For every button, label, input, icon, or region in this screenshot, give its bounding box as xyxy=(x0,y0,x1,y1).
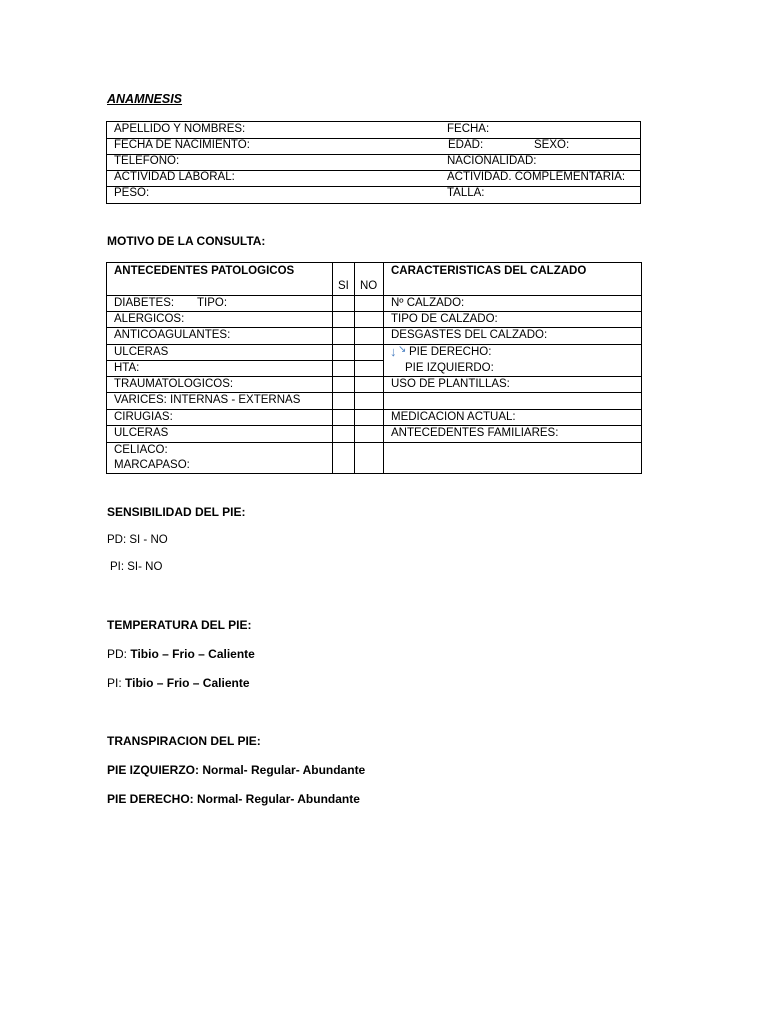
page-title: ANAMNESIS xyxy=(107,92,183,106)
patient-info-table xyxy=(106,121,641,204)
no-header: NO xyxy=(360,280,378,292)
row-line xyxy=(107,327,641,328)
temperature-pd-label: PD: xyxy=(107,647,128,661)
weight-label: PESO: xyxy=(114,187,150,199)
diabetes-type-label: TIPO: xyxy=(197,297,228,309)
patient-row-phone xyxy=(107,154,640,171)
insoles-label: USO DE PLANTILLAS: xyxy=(391,378,510,390)
row-line xyxy=(107,409,641,410)
diabetes-label: DIABETES: xyxy=(114,297,175,309)
birthdate-label: FECHA DE NACIMIENTO: xyxy=(114,139,250,151)
arrow-down-icon: ↓ xyxy=(390,344,397,359)
traumatology-label: TRAUMATOLOGICOS: xyxy=(114,378,234,390)
medication-label: MEDICACION ACTUAL: xyxy=(391,411,516,423)
work-activity-label: ACTIVIDAD LABORAL: xyxy=(114,171,235,183)
complementary-activity-label: ACTIVIDAD. COMPLEMENTARIA: xyxy=(447,171,626,183)
sensitivity-heading: SENSIBILIDAD DEL PIE: xyxy=(107,505,246,519)
ulcers-label-2: ULCERAS xyxy=(114,427,169,439)
patient-row-weight xyxy=(107,186,640,202)
nationality-label: NACIONALIDAD: xyxy=(447,155,537,167)
anticoagulants-label: ANTICOAGULANTES: xyxy=(114,329,231,341)
temperature-pi xyxy=(107,676,250,690)
antecedentes-table xyxy=(106,262,642,474)
shoe-type-label: TIPO DE CALZADO: xyxy=(391,313,498,325)
patient-row-birth xyxy=(107,138,640,155)
varices-label: VARICES: INTERNAS - EXTERNAS xyxy=(114,394,301,406)
temperature-pd-options: Tibio – Frio – Caliente xyxy=(130,647,255,661)
temperature-pi-options: Tibio – Frio – Caliente xyxy=(125,676,250,690)
ulcers-label: ULCERAS xyxy=(114,346,169,358)
row-line xyxy=(107,392,641,393)
perspiration-right-foot: PIE DERECHO: Normal- Regular- Abundante xyxy=(107,792,360,806)
temperature-pi-label: PI: xyxy=(107,676,122,690)
perspiration-left-foot: PIE IZQUIERZO: Normal- Regular- Abundante xyxy=(107,763,366,777)
name-label: APELLIDO Y NOMBRES: xyxy=(114,123,246,135)
sensitivity-pd: PD: SI - NO xyxy=(107,534,168,546)
row-line xyxy=(107,360,383,361)
row-line xyxy=(107,425,641,426)
arrow-diagonal-icon: ↘ xyxy=(398,344,407,355)
allergies-label: ALERGICOS: xyxy=(114,313,185,325)
si-header: SI xyxy=(338,280,349,292)
patient-row-name xyxy=(107,122,640,139)
motivo-consulta-heading: MOTIVO DE LA CONSULTA: xyxy=(107,234,266,248)
right-foot-label: PIE DERECHO: xyxy=(409,346,492,358)
height-label: TALLA: xyxy=(447,187,485,199)
pacemaker-label: MARCAPASO: xyxy=(114,459,190,471)
row-line xyxy=(107,344,641,345)
perspiration-heading: TRANSPIRACION DEL PIE: xyxy=(107,734,261,748)
sensitivity-pi: PI: SI- NO xyxy=(110,561,163,573)
shoe-wear-label: DESGASTES DEL CALZADO: xyxy=(391,329,548,341)
sex-label: SEXO: xyxy=(534,139,570,151)
phone-label: TELEFONO: xyxy=(114,155,180,167)
temperature-pd xyxy=(107,647,255,661)
antecedentes-header: ANTECEDENTES PATOLOGICOS xyxy=(114,265,295,277)
surgeries-label: CIRUGIAS: xyxy=(114,411,173,423)
temperature-heading: TEMPERATURA DEL PIE: xyxy=(107,618,252,632)
row-line xyxy=(107,311,641,312)
celiac-label: CELIACO: xyxy=(114,444,168,456)
hta-label: HTA: xyxy=(114,362,140,374)
row-line xyxy=(107,295,641,296)
left-foot-label: PIE IZQUIERDO: xyxy=(405,362,494,374)
patient-row-work xyxy=(107,170,640,187)
family-history-label: ANTECEDENTES FAMILIARES: xyxy=(391,427,559,439)
row-line xyxy=(107,376,641,377)
age-label: EDAD: xyxy=(448,139,484,151)
row-line xyxy=(107,442,641,443)
date-label: FECHA: xyxy=(447,123,490,135)
calzado-header: CARACTERISTICAS DEL CALZADO xyxy=(391,265,587,277)
shoe-size-label: Nº CALZADO: xyxy=(391,297,465,309)
